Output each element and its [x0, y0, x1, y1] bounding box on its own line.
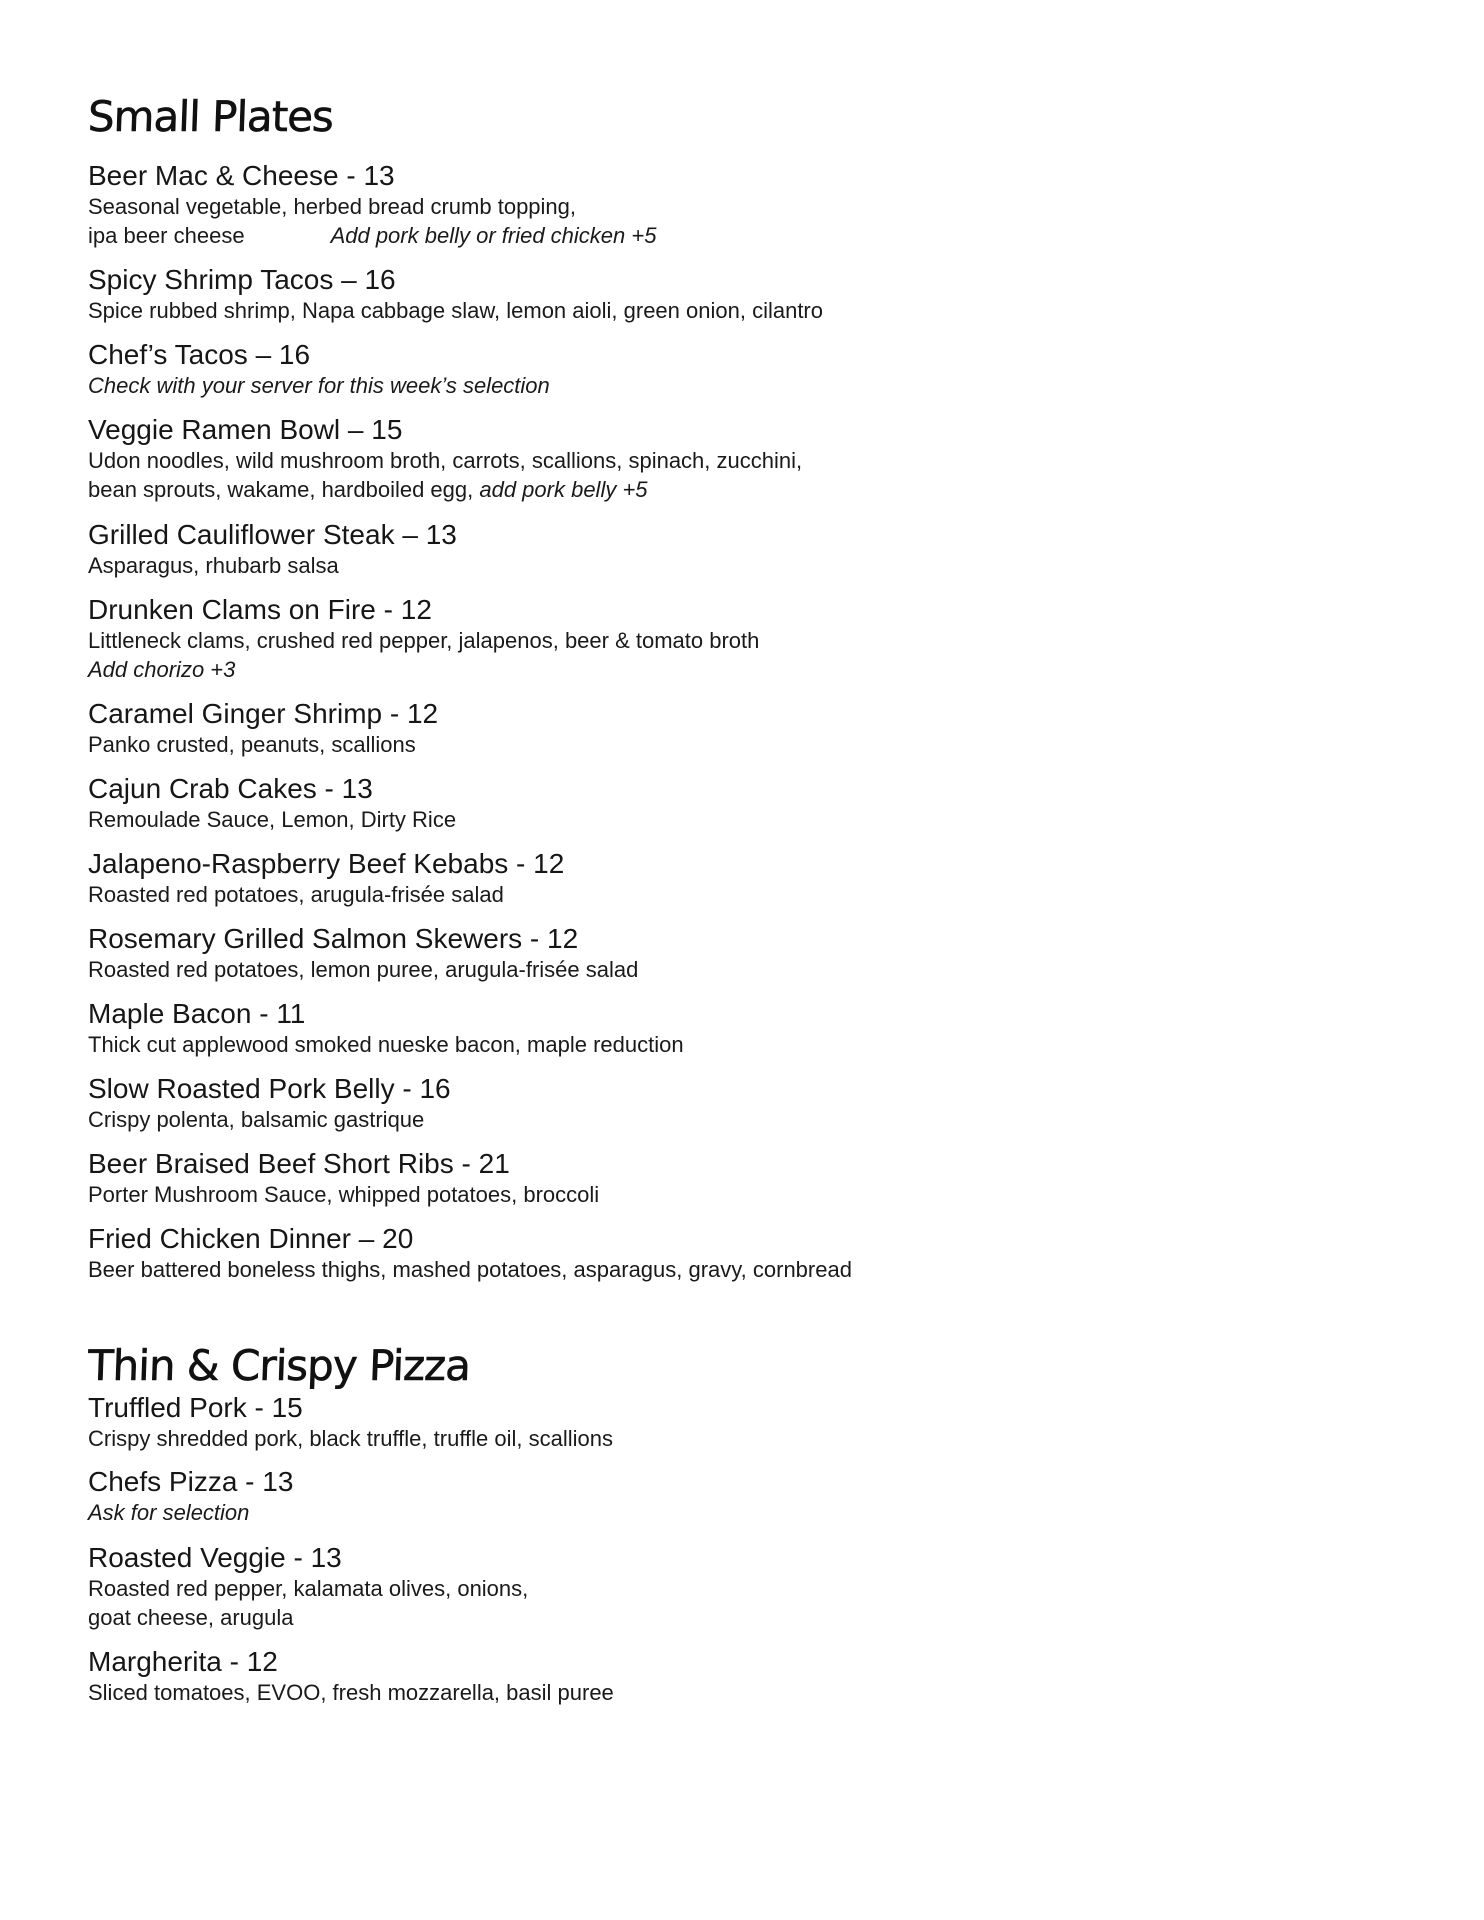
item-name: Chefs Pizza - 13 — [88, 1466, 294, 1497]
item-description: Remoulade Sauce, Lemon, Dirty Rice — [88, 807, 457, 832]
item-description: Crispy polenta, balsamic gastrique — [88, 1107, 425, 1132]
menu-item — [88, 998, 1388, 1059]
item-name: Maple Bacon - 11 — [88, 998, 306, 1029]
item-description: Beer battered boneless thighs, mashed potatoes, asparagus, gravy, cornbread — [88, 1257, 852, 1282]
menu-item — [88, 698, 1388, 759]
item-name: Margherita - 12 — [88, 1646, 278, 1677]
menu-item — [88, 264, 1388, 325]
menu-item — [88, 339, 1388, 400]
item-description: Asparagus, rhubarb salsa — [88, 553, 339, 578]
item-description-text: bean sprouts, wakame, hardboiled egg, — [88, 477, 480, 502]
item-name: Chef’s Tacos – 16 — [88, 339, 311, 370]
item-description: Porter Mushroom Sauce, whipped potatoes, broccoli — [88, 1182, 600, 1207]
item-description: Spice rubbed shrimp, Napa cabbage slaw, lemon aioli, green onion, cilantro — [88, 298, 823, 323]
menu-item — [88, 519, 1388, 580]
section-title-pizza: Thin & Crispy Pizza — [87, 1341, 471, 1390]
item-addon: Add chorizo +3 — [88, 657, 236, 682]
menu-item — [88, 414, 1388, 504]
item-name: Veggie Ramen Bowl – 15 — [88, 414, 403, 445]
item-addon: add pork belly +5 — [479, 477, 648, 502]
item-name: Jalapeno-Raspberry Beef Kebabs - 12 — [88, 848, 565, 879]
item-name: Beer Braised Beef Short Ribs - 21 — [88, 1148, 510, 1179]
item-description: Panko crusted, peanuts, scallions — [88, 732, 416, 757]
menu-item — [88, 1148, 1388, 1209]
item-description-line2 — [88, 475, 1388, 504]
item-description-line2: goat cheese, arugula — [88, 1605, 294, 1630]
item-description: Thick cut applewood smoked nueske bacon, maple reduction — [88, 1032, 684, 1057]
item-name: Truffled Pork - 15 — [88, 1392, 303, 1423]
item-description: Seasonal vegetable, herbed bread crumb topping, — [88, 194, 577, 219]
menu-item — [88, 1392, 1388, 1453]
item-name: Cajun Crab Cakes - 13 — [88, 773, 373, 804]
menu-item — [88, 1466, 1388, 1527]
item-description: Littleneck clams, crushed red pepper, jalapenos, beer & tomato broth — [88, 628, 760, 653]
item-addon: Add pork belly or fried chicken +5 — [330, 223, 657, 248]
item-description: Roasted red potatoes, lemon puree, arugula-frisée salad — [88, 957, 639, 982]
item-description-line2 — [88, 221, 1388, 250]
item-name: Fried Chicken Dinner – 20 — [88, 1223, 414, 1254]
menu-item — [88, 1542, 1388, 1632]
menu-item — [88, 1646, 1388, 1707]
item-name: Grilled Cauliflower Steak – 13 — [88, 519, 457, 550]
item-name: Slow Roasted Pork Belly - 16 — [88, 1073, 451, 1104]
item-description: Ask for selection — [88, 1500, 250, 1525]
menu-item — [88, 923, 1388, 984]
item-description: Udon noodles, wild mushroom broth, carrots, scallions, spinach, zucchini, — [88, 448, 803, 473]
item-description-text: ipa beer cheese — [88, 223, 245, 248]
menu-item — [88, 1073, 1388, 1134]
item-description: Sliced tomatoes, EVOO, fresh mozzarella, basil puree — [88, 1680, 614, 1705]
item-name: Caramel Ginger Shrimp - 12 — [88, 698, 439, 729]
menu-item — [88, 848, 1388, 909]
item-description: Check with your server for this week’s selection — [88, 373, 550, 398]
item-name: Rosemary Grilled Salmon Skewers - 12 — [88, 923, 579, 954]
menu-item — [88, 160, 1388, 250]
section-title-small-plates: Small Plates — [87, 92, 334, 141]
item-description: Roasted red pepper, kalamata olives, onions, — [88, 1576, 529, 1601]
item-description: Roasted red potatoes, arugula-frisée salad — [88, 882, 504, 907]
item-name: Spicy Shrimp Tacos – 16 — [88, 264, 396, 295]
menu-item — [88, 1223, 1388, 1284]
item-description: Crispy shredded pork, black truffle, truffle oil, scallions — [88, 1426, 613, 1451]
item-name: Roasted Veggie - 13 — [88, 1542, 342, 1573]
item-name: Beer Mac & Cheese - 13 — [88, 160, 395, 191]
item-name: Drunken Clams on Fire - 12 — [88, 594, 432, 625]
menu-item — [88, 773, 1388, 834]
menu-item — [88, 594, 1388, 684]
